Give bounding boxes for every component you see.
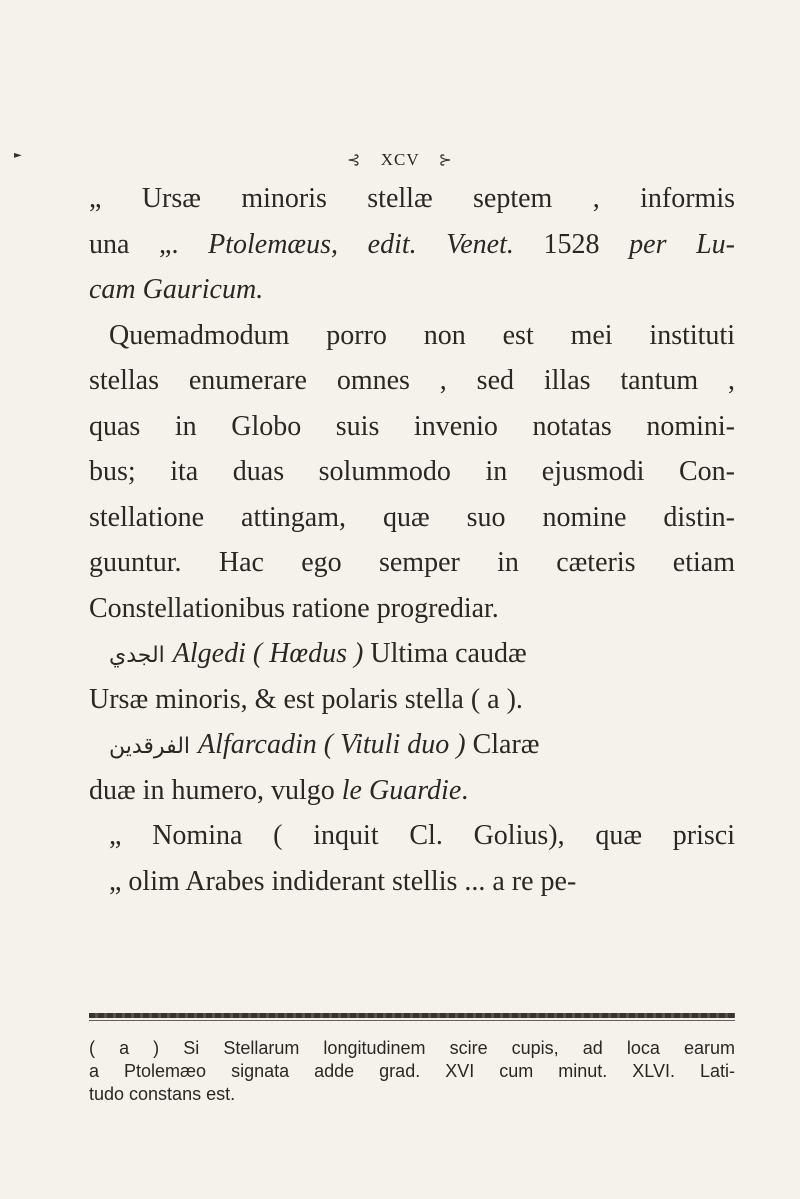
text-line: guuntur. Hac ego semper in cæteris etiam (89, 547, 735, 578)
footnote-line: a Ptolemæo signata adde grad. XVI cum minut. XLVI. Lati- (89, 1061, 735, 1081)
ornament-right-icon: ⊱ (438, 152, 453, 169)
text-line: stellatione attingam, quæ suo nomine distin- (89, 501, 735, 533)
text-line: Constellationibus ratione progrediar. (89, 592, 499, 624)
footnote-rule-thin (89, 1020, 735, 1021)
text-line: duæ in humero, vulgo le Guardie. (89, 774, 469, 806)
arabic-name: الجدي (109, 643, 165, 668)
footnote-line: ( a ) Si Stellarum longitudinem scire cupis, ad loca earum (89, 1038, 735, 1058)
text-line: „ Ursæ minoris stellæ septem , informis (89, 183, 735, 214)
text-line: una „. Ptolemæus, edit. Venet. 1528 per Lu- (89, 228, 736, 260)
text-line: الجدي Algedi ( Hœdus ) Ultima caudæ (109, 638, 527, 669)
text-line: „ Nomina ( inquit Cl. Golius), quæ prisci (109, 820, 735, 851)
text-line: stellas enumerare omnes , sed illas tantum , (89, 365, 735, 396)
text-line: Ursæ minoris, & est polaris stella ( a ). (89, 683, 523, 715)
margin-arrow-icon: ► (14, 150, 22, 161)
text-line: الفرقدين Alfarcadin ( Vituli duo ) Claræ (109, 729, 540, 760)
ornament-left-icon: ⊰ (347, 152, 362, 169)
page-number: XCV (380, 150, 420, 169)
text-line: „ olim Arabes indiderant stellis ... a re pe- (109, 865, 577, 897)
page-header (0, 150, 800, 170)
footnote-line: tudo constans est. (89, 1084, 236, 1104)
text-line: cam Gauricum. (89, 274, 264, 305)
arabic-name: الفرقدين (109, 734, 191, 759)
footnote-rule (89, 1013, 735, 1018)
footnote (89, 1037, 735, 1106)
text-line: bus; ita duas solummodo in ejusmodi Con- (89, 456, 735, 487)
text-line: Quemadmodum porro non est mei instituti (109, 319, 735, 351)
main-text (89, 176, 735, 904)
text-line: quas in Globo suis invenio notatas nomini- (89, 410, 735, 442)
